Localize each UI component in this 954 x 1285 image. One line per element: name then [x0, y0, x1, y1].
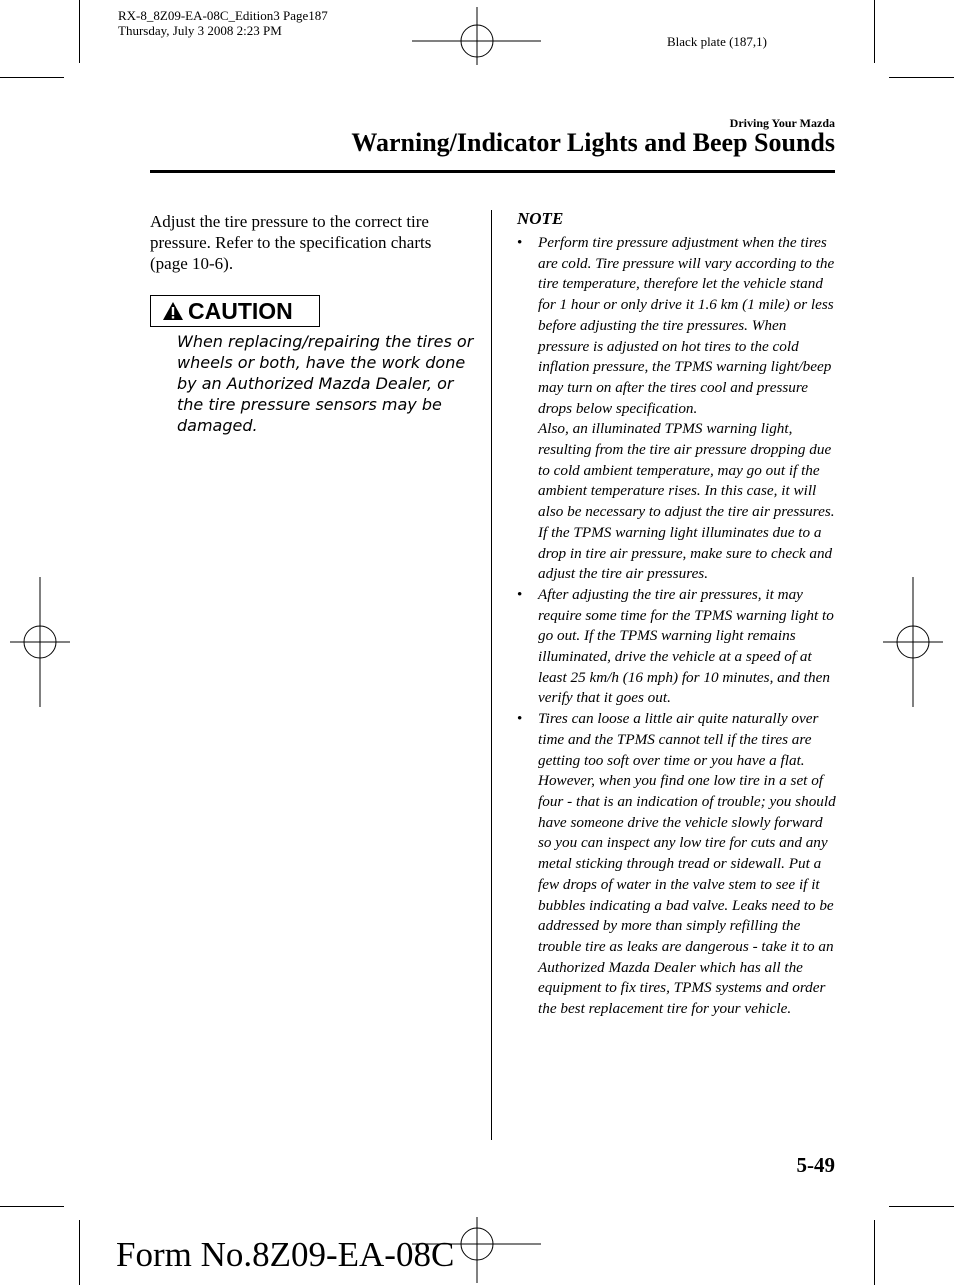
crop-mark: [874, 0, 875, 63]
registration-mark-icon: [880, 575, 950, 710]
page-title: Warning/Indicator Lights and Beep Sounds: [351, 128, 835, 157]
caution-text: When replacing/repairing the tires or wheels or both, have the work done by an Authorized Mazda Dealer, or the tire pressure sensors may be damaged.: [177, 332, 474, 435]
note-item: [517, 709, 837, 1020]
note-paragraph: Also, an illuminated TPMS warning light, resulting from the tire air pressure dropping due to cold ambient temperature, may go out if the ambient temperature rises. In this case, it will also be necessary to adjust the tire air pressures. If the TPMS warning light illuminates due to a drop in tire air pressure, make sure to check and adjust the tire air pressures.: [538, 420, 835, 583]
page-number: 5-49: [796, 1153, 835, 1177]
note-paragraph: Tires can loose a little air quite naturally over time and the TPMS cannot tell if the tires are getting too soft over time or you have a flat. However, when you find one low tire in a set of four - that is an indication of trouble; you should have someone drive the vehicle slowly forward so you can inspect any low tire for cuts and any metal sticking through tread or sidewall. Put a few drops of water in the valve stem to see if it bubbles indicating a bad valve. Leaks need to be addressed by more than simply refilling the trouble tire as leaks are dangerous - take it to an Authorized Mazda Dealer which has all the equipment to fix tires, TPMS systems and order the best replacement tire for your vehicle.: [538, 710, 836, 1018]
caution-label: CAUTION: [188, 297, 293, 324]
crop-mark: [889, 77, 954, 78]
warning-triangle-icon: [162, 301, 184, 321]
bullet-icon: •: [517, 710, 523, 728]
print-date-line: Thursday, July 3 2008 2:23 PM: [118, 23, 282, 38]
note-paragraph: Perform tire pressure adjustment when the tires are cold. Tire pressure will vary according to the tire temperature, therefore let the vehicle stand for 1 hour or only drive it 1.6 km (1 mile) or less before adjusting the tire pressures. When pressure is adjusted on hot tires to the cold inflation pressure, the TPMS warning light/beep may turn on after the tires cool and pressure drops below specification.: [538, 234, 835, 417]
form-number: Form No.8Z09-EA-08C: [116, 1235, 455, 1274]
title-rule: [150, 170, 835, 173]
print-file-line: RX-8_8Z09-EA-08C_Edition3 Page187: [118, 8, 328, 23]
crop-mark: [79, 0, 80, 63]
intro-paragraph: Adjust the tire pressure to the correct tire pressure. Refer to the specification charts (page 10-6).: [150, 212, 432, 273]
crop-mark: [874, 1220, 875, 1285]
note-list: [517, 233, 837, 1020]
registration-mark-icon: [410, 0, 545, 70]
crop-mark: [889, 1206, 954, 1207]
crop-mark: [79, 1220, 80, 1285]
registration-mark-icon: [5, 575, 75, 710]
caution-box: [150, 295, 320, 327]
crop-mark: [0, 1206, 64, 1207]
note-paragraph: After adjusting the tire air pressures, it may require some time for the TPMS warning light to go out. If the TPMS warning light remains illuminated, drive the vehicle at a speed of at least 25 km/h (16 mph) for 10 minutes, and then verify that it goes out.: [538, 585, 834, 707]
bullet-icon: •: [517, 585, 523, 603]
note-item: [517, 585, 837, 709]
bullet-icon: •: [517, 234, 523, 251]
column-divider: [491, 210, 492, 1140]
note-heading: NOTE: [517, 209, 564, 228]
note-item: [517, 233, 837, 585]
crop-mark: [0, 77, 64, 78]
black-plate-label: Black plate (187,1): [667, 34, 767, 49]
section-label: Driving Your Mazda: [729, 116, 835, 130]
